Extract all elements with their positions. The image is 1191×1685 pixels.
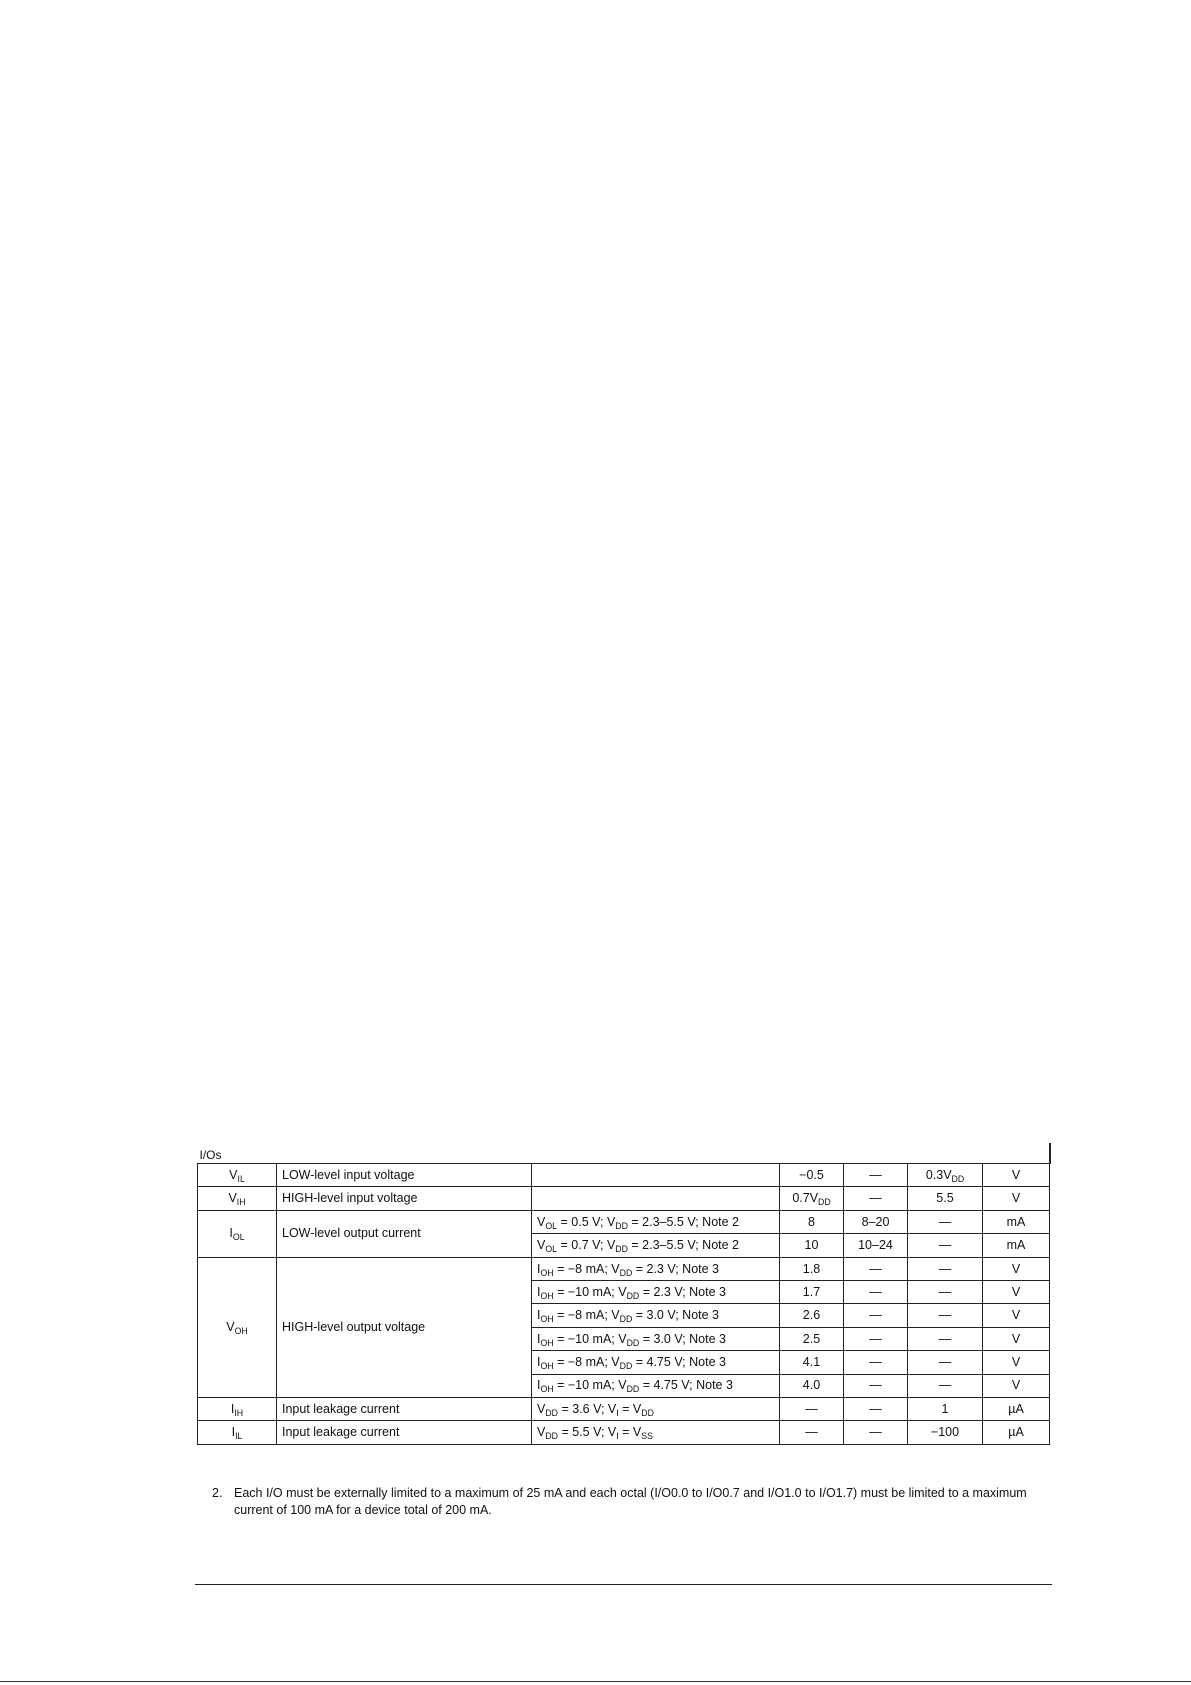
- typ-cell: —: [844, 1351, 908, 1374]
- footer-divider: [195, 1584, 1052, 1585]
- table-row: [198, 1421, 1050, 1444]
- table-row: [198, 1164, 1050, 1187]
- symbol-cell: $I_{IL}$: [198, 1421, 277, 1444]
- parameter-cell: Input leakage current: [277, 1421, 532, 1444]
- conditions-cell: $I_{OH} = -10$ mA; $V_{DD} = 4.75$ V; Note 3: [532, 1374, 780, 1397]
- unit-cell: V: [983, 1257, 1050, 1280]
- typ-cell: —: [844, 1164, 908, 1187]
- table-row: [198, 1397, 1050, 1420]
- table-row: [198, 1187, 1050, 1210]
- min-cell: —: [780, 1421, 844, 1444]
- unit-cell: V: [983, 1304, 1050, 1327]
- section-header-row: [198, 1143, 1050, 1164]
- unit-cell: V: [983, 1187, 1050, 1210]
- min-cell: $0.7V_{DD}$: [780, 1187, 844, 1210]
- conditions-cell: $I_{OH} = -10$ mA; $V_{DD} = 2.3$ V; Note 3: [532, 1280, 780, 1303]
- typ-cell: 8–20: [844, 1210, 908, 1233]
- unit-cell: mA: [983, 1234, 1050, 1257]
- unit-cell: µA: [983, 1397, 1050, 1420]
- conditions-cell: [532, 1164, 780, 1187]
- unit-cell: V: [983, 1280, 1050, 1303]
- typ-cell: —: [844, 1257, 908, 1280]
- parameter-cell: HIGH-level output voltage: [277, 1257, 532, 1397]
- max-cell: 1: [908, 1397, 983, 1420]
- max-cell: —: [908, 1280, 983, 1303]
- conditions-cell: $V_{OL} = 0.7$ V; $V_{DD} = 2.3-5.5$ V; Note 2: [532, 1234, 780, 1257]
- unit-cell: mA: [983, 1210, 1050, 1233]
- parameter-cell: LOW-level output current: [277, 1210, 532, 1257]
- min-cell: 4.0: [780, 1374, 844, 1397]
- typ-cell: —: [844, 1187, 908, 1210]
- section-title: I/Os: [198, 1143, 1050, 1164]
- parameter-cell: HIGH-level input voltage: [277, 1187, 532, 1210]
- footnote-number: 2.: [212, 1486, 223, 1500]
- typ-cell: 10–24: [844, 1234, 908, 1257]
- symbol-cell: $I_{IH}$: [198, 1397, 277, 1420]
- conditions-cell: $V_{DD} = 5.5$ V; $V_I = V_{SS}$: [532, 1421, 780, 1444]
- min-cell: 1.8: [780, 1257, 844, 1280]
- typ-cell: —: [844, 1374, 908, 1397]
- max-cell: $0.3V_{DD}$: [908, 1164, 983, 1187]
- symbol-cell: $V_{OH}$: [198, 1257, 277, 1397]
- electrical-characteristics-table: [197, 1143, 1051, 1445]
- max-cell: −100: [908, 1421, 983, 1444]
- unit-cell: V: [983, 1164, 1050, 1187]
- symbol-cell: $V_{IH}$: [198, 1187, 277, 1210]
- typ-cell: —: [844, 1327, 908, 1350]
- typ-cell: —: [844, 1421, 908, 1444]
- page-bottom-edge: [0, 1681, 1191, 1682]
- unit-cell: V: [983, 1327, 1050, 1350]
- unit-cell: V: [983, 1351, 1050, 1374]
- min-cell: 4.1: [780, 1351, 844, 1374]
- footnote-text: Each I/O must be externally limited to a maximum of 25 mA and each octal (I/O0.0 to I/O0.7 and I/O1.0 to I/O1.7) must be limited to a maximum current of 100 mA for a device total of 200 mA.: [234, 1486, 1027, 1517]
- symbol-cell: $I_{OL}$: [198, 1210, 277, 1257]
- max-cell: 5.5: [908, 1187, 983, 1210]
- min-cell: 2.5: [780, 1327, 844, 1350]
- max-cell: —: [908, 1304, 983, 1327]
- conditions-cell: $V_{OL} = 0.5$ V; $V_{DD} = 2.3-5.5$ V; Note 2: [532, 1210, 780, 1233]
- min-cell: 2.6: [780, 1304, 844, 1327]
- max-cell: —: [908, 1374, 983, 1397]
- parameter-cell: LOW-level input voltage: [277, 1164, 532, 1187]
- typ-cell: —: [844, 1397, 908, 1420]
- min-cell: 1.7: [780, 1280, 844, 1303]
- conditions-cell: $V_{DD} = 3.6$ V; $V_I = V_{DD}$: [532, 1397, 780, 1420]
- typ-cell: —: [844, 1280, 908, 1303]
- conditions-cell: [532, 1187, 780, 1210]
- min-cell: 10: [780, 1234, 844, 1257]
- conditions-cell: $I_{OH} = -8$ mA; $V_{DD} = 2.3$ V; Note 3: [532, 1257, 780, 1280]
- min-cell: —: [780, 1397, 844, 1420]
- min-cell: 8: [780, 1210, 844, 1233]
- max-cell: —: [908, 1351, 983, 1374]
- typ-cell: —: [844, 1304, 908, 1327]
- max-cell: —: [908, 1257, 983, 1280]
- conditions-cell: $I_{OH} = -8$ mA; $V_{DD} = 4.75$ V; Note 3: [532, 1351, 780, 1374]
- footnote: [212, 1485, 1052, 1519]
- symbol-cell: $V_{IL}$: [198, 1164, 277, 1187]
- conditions-cell: $I_{OH} = -10$ mA; $V_{DD} = 3.0$ V; Note 3: [532, 1327, 780, 1350]
- table-row: [198, 1210, 1050, 1233]
- unit-cell: V: [983, 1374, 1050, 1397]
- max-cell: —: [908, 1327, 983, 1350]
- table-row: [198, 1257, 1050, 1280]
- parameter-cell: Input leakage current: [277, 1397, 532, 1420]
- min-cell: −0.5: [780, 1164, 844, 1187]
- max-cell: —: [908, 1210, 983, 1233]
- max-cell: —: [908, 1234, 983, 1257]
- unit-cell: µA: [983, 1421, 1050, 1444]
- conditions-cell: $I_{OH} = -8$ mA; $V_{DD} = 3.0$ V; Note 3: [532, 1304, 780, 1327]
